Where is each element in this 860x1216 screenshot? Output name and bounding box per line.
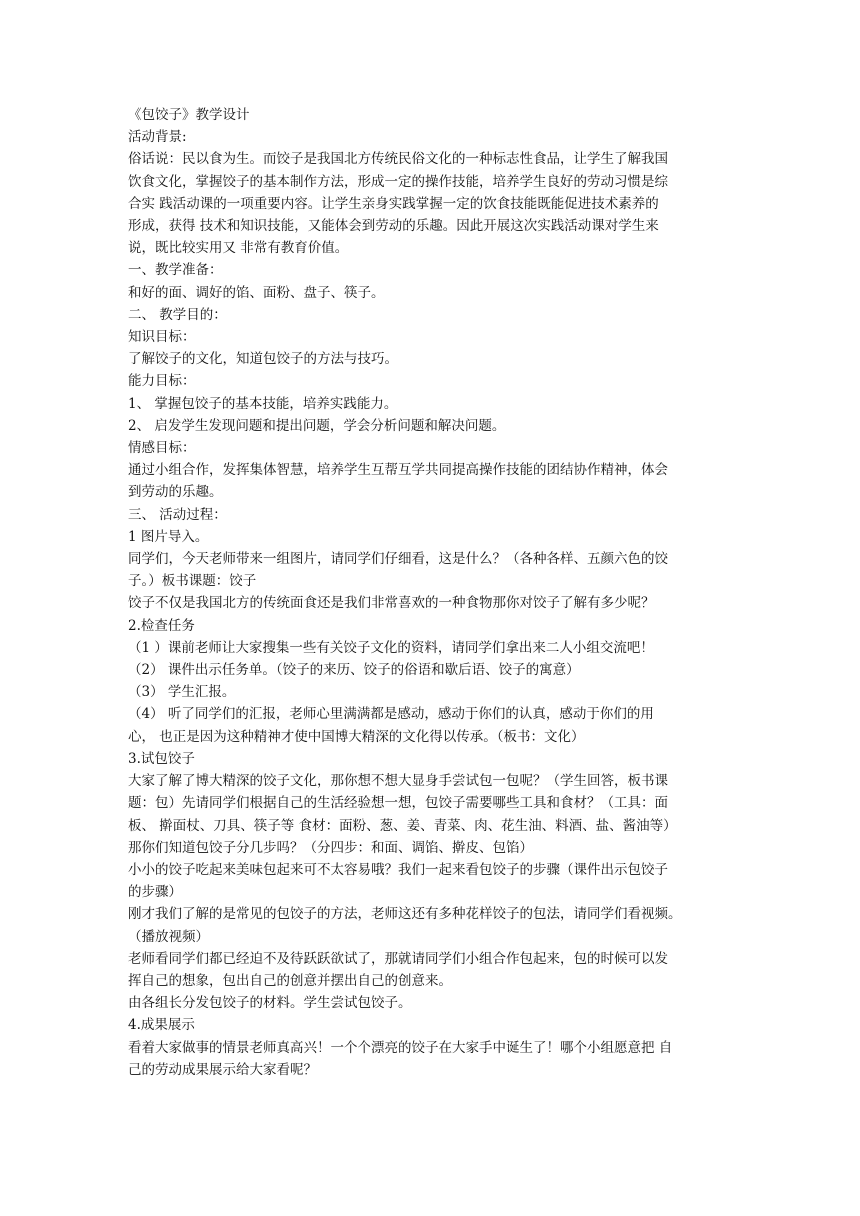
background-paragraph-line: 饮食文化，掌握饺子的基本制作方法，形成一定的操作技能，培养学生良好的劳动习惯是综 bbox=[128, 173, 668, 190]
background-paragraph-line: 俗话说：民以食为生。而饺子是我国北方传统民俗文化的一种标志性食品，让学生了解我国 bbox=[128, 151, 668, 168]
section-heading-preparation: 一、教学准备： bbox=[128, 262, 223, 279]
background-paragraph-line: 形成，获得 技术和知识技能，又能体会到劳动的乐趣。因此开展这次实践活动课对学生来 bbox=[128, 218, 659, 235]
background-paragraph-line: 合实 践活动课的一项重要内容。让学生亲身实践掌握一定的饮食技能既能促进技术素养的 bbox=[128, 195, 659, 212]
step-text-line: 那你们知道包饺子分几步吗？（分四步：和面、调馅、擀皮、包馅） bbox=[128, 839, 533, 856]
step-text-line: 题：包）先请同学们根据自己的生活经验想一想，包饺子需要哪些工具和食材？（工具：面 bbox=[128, 795, 668, 812]
step-text-line: 大家了解了博大精深的饺子文化，那你想不想大显身手尝试包一包呢？（学生回答，板书课 bbox=[128, 773, 668, 790]
step-text-line: 看着大家做事的情景老师真高兴！一个个漂亮的饺子在大家手中诞生了！哪个小组愿意把 自 bbox=[128, 1039, 673, 1056]
step-text-line: 的步骤） bbox=[128, 884, 182, 901]
task-item: （4） 听了同学们的汇报，老师心里满满都是感动，感动于你们的认真，感动于你们的用 bbox=[128, 706, 654, 723]
emotion-text-line: 通过小组合作，发挥集体智慧，培养学生互帮互学共同提高操作技能的团结协作精神，体会 bbox=[128, 462, 668, 479]
ability-item: 2、 启发学生发现问题和提出问题，学会分析问题和解决问题。 bbox=[128, 417, 506, 434]
task-item: （1 ）课前老师让大家搜集一些有关饺子文化的资料，请同学们拿出来二人小组交流吧！ bbox=[128, 639, 654, 656]
step-heading: 3.试包饺子 bbox=[128, 750, 195, 767]
step-heading: 4.成果展示 bbox=[128, 1017, 195, 1034]
knowledge-text: 了解饺子的文化，知道包饺子的方法与技巧。 bbox=[128, 351, 398, 368]
emotion-text-line: 到劳动的乐趣。 bbox=[128, 484, 223, 501]
step-heading: 2.检查任务 bbox=[128, 617, 195, 634]
step-text-line: 挥自己的想象，包出自己的创意并摆出自己的创意来。 bbox=[128, 972, 452, 989]
step-text-line: 同学们，今天老师带来一组图片，请同学们仔细看，这是什么？（各种各样、五颜六色的饺 bbox=[128, 551, 668, 568]
task-item: （2） 课件出示任务单。（饺子的来历、饺子的俗语和歇后语、饺子的寓意） bbox=[128, 662, 580, 679]
subheading-knowledge: 知识目标： bbox=[128, 329, 196, 346]
step-text-line: 老师看同学们都已经迫不及待跃跃欲试了，那就请同学们小组合作包起来，包的时候可以发 bbox=[128, 950, 668, 967]
step-text-line: 饺子不仅是我国北方的传统面食还是我们非常喜欢的一种食物那你对饺子了解有多少呢？ bbox=[128, 595, 655, 612]
step-heading: 1 图片导入。 bbox=[128, 528, 209, 545]
step-text-line: 己的劳动成果展示给大家看呢？ bbox=[128, 1061, 317, 1078]
step-text-line: 小小的饺子吃起来美味包起来可不太容易哦？我们一起来看包饺子的步骤（课件出示包饺子 bbox=[128, 861, 668, 878]
document-title: 《包饺子》教学设计 bbox=[128, 107, 250, 123]
ability-item: 1、 掌握包饺子的基本技能，培养实践能力。 bbox=[128, 395, 398, 412]
step-text-line: 刚才我们了解的是常见的包饺子的方法，老师这还有多种花样饺子的包法，请同学们看视频。 bbox=[128, 906, 682, 923]
step-text-line: （播放视频） bbox=[128, 928, 209, 945]
section-heading-objectives: 二、 教学目的： bbox=[128, 306, 227, 323]
section-heading-background: 活动背景: bbox=[128, 129, 187, 146]
preparation-text: 和好的面、调好的馅、面粉、盘子、筷子。 bbox=[128, 284, 385, 301]
background-paragraph-line: 说，既比较实用又 非常有教育价值。 bbox=[128, 240, 349, 257]
section-heading-process: 三、 活动过程： bbox=[128, 506, 227, 523]
task-item: （3） 学生汇报。 bbox=[128, 684, 236, 701]
subheading-ability: 能力目标： bbox=[128, 373, 196, 390]
task-item: 心， 也正是因为这种精神才使中国博大精深的文化得以传承。（板书：文化） bbox=[128, 728, 585, 745]
step-text-line: 板、 擀面杖、刀具、筷子等 食材：面粉、葱、姜、青菜、肉、花生油、料酒、盐、酱油等） bbox=[128, 817, 677, 834]
subheading-emotion: 情感目标： bbox=[128, 440, 196, 457]
step-text-line: 由各组长分发包饺子的材料。学生尝试包饺子。 bbox=[128, 995, 412, 1012]
step-text-line: 子。）板书课题：饺子 bbox=[128, 573, 257, 590]
